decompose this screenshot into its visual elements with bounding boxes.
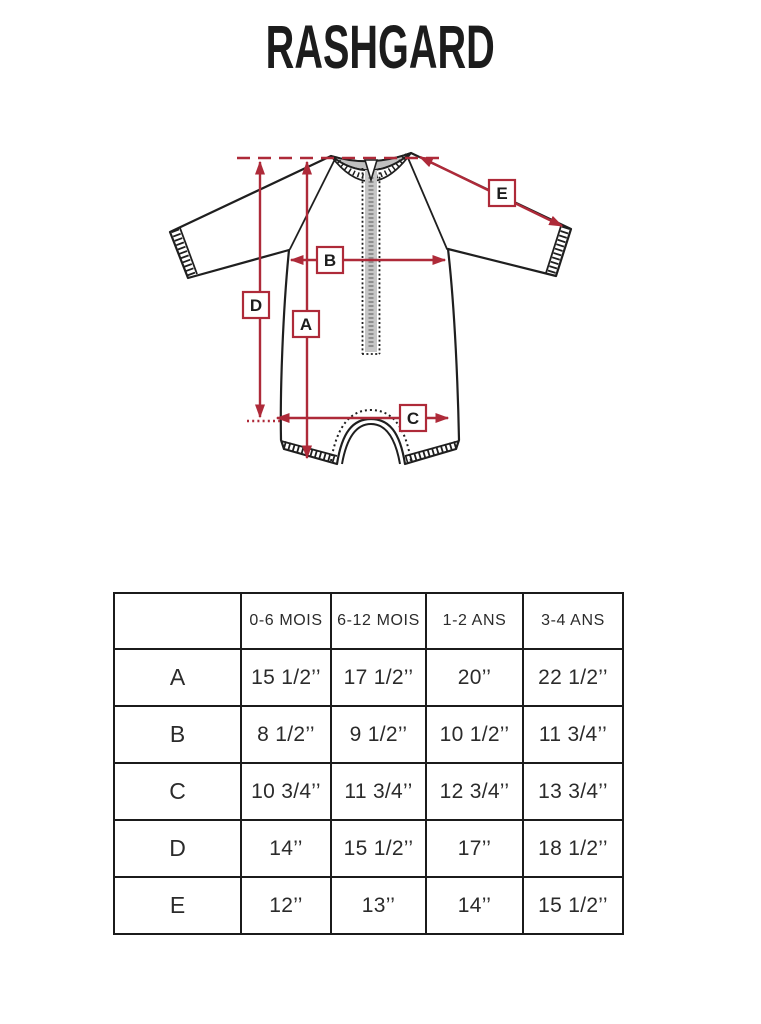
size-value: 17 1/2’’: [331, 649, 426, 706]
size-value: 12’’: [241, 877, 331, 934]
size-col-header-6-12-mois: 6-12 MOIS: [331, 593, 426, 649]
row-label-c: C: [114, 763, 241, 820]
dim-label-c: [400, 405, 426, 431]
row-label-a: A: [114, 649, 241, 706]
dim-label-a: [293, 311, 319, 337]
size-value: 15 1/2’’: [241, 649, 331, 706]
size-value: 15 1/2’’: [523, 877, 623, 934]
row-label-b: B: [114, 706, 241, 763]
table-row-c: [114, 763, 623, 820]
size-value: 20’’: [426, 649, 523, 706]
size-col-header-1-2-ans: 1-2 ANS: [426, 593, 523, 649]
dim-label-e-text: E: [496, 184, 508, 203]
size-table: [113, 592, 624, 935]
size-value: 10 1/2’’: [426, 706, 523, 763]
row-label-d: D: [114, 820, 241, 877]
size-value: 11 3/4’’: [523, 706, 623, 763]
table-row-e: [114, 877, 623, 934]
corner-cell: [114, 593, 241, 649]
dim-label-d-text: D: [249, 296, 263, 315]
dim-label-a-text: A: [299, 315, 313, 334]
page-title-text: RASHGARD: [265, 13, 496, 81]
size-value: 17’’: [426, 820, 523, 877]
size-value: 18 1/2’’: [523, 820, 623, 877]
dim-label-e: [489, 180, 515, 206]
size-value: 22 1/2’’: [523, 649, 623, 706]
table-row-b: [114, 706, 623, 763]
row-label-e: E: [114, 877, 241, 934]
size-value: 13 3/4’’: [523, 763, 623, 820]
size-value: 12 3/4’’: [426, 763, 523, 820]
size-value: 11 3/4’’: [331, 763, 426, 820]
size-value: 14’’: [241, 820, 331, 877]
leg-arch-inner-line: [342, 424, 400, 464]
size-value: 9 1/2’’: [331, 706, 426, 763]
table-row-a: [114, 649, 623, 706]
size-value: 14’’: [426, 877, 523, 934]
dim-label-d: [243, 292, 269, 318]
size-value: 10 3/4’’: [241, 763, 331, 820]
dim-label-c-text: C: [406, 409, 420, 428]
size-col-header-3-4-ans: 3-4 ANS: [523, 593, 623, 649]
dim-label-b: [317, 247, 343, 273]
dim-label-b-text: B: [323, 251, 337, 270]
size-value: 13’’: [331, 877, 426, 934]
size-value: 15 1/2’’: [331, 820, 426, 877]
size-col-header-0-6-mois: 0-6 MOIS: [241, 593, 331, 649]
size-table-header-row: [114, 593, 623, 649]
table-row-d: [114, 820, 623, 877]
size-value: 8 1/2’’: [241, 706, 331, 763]
